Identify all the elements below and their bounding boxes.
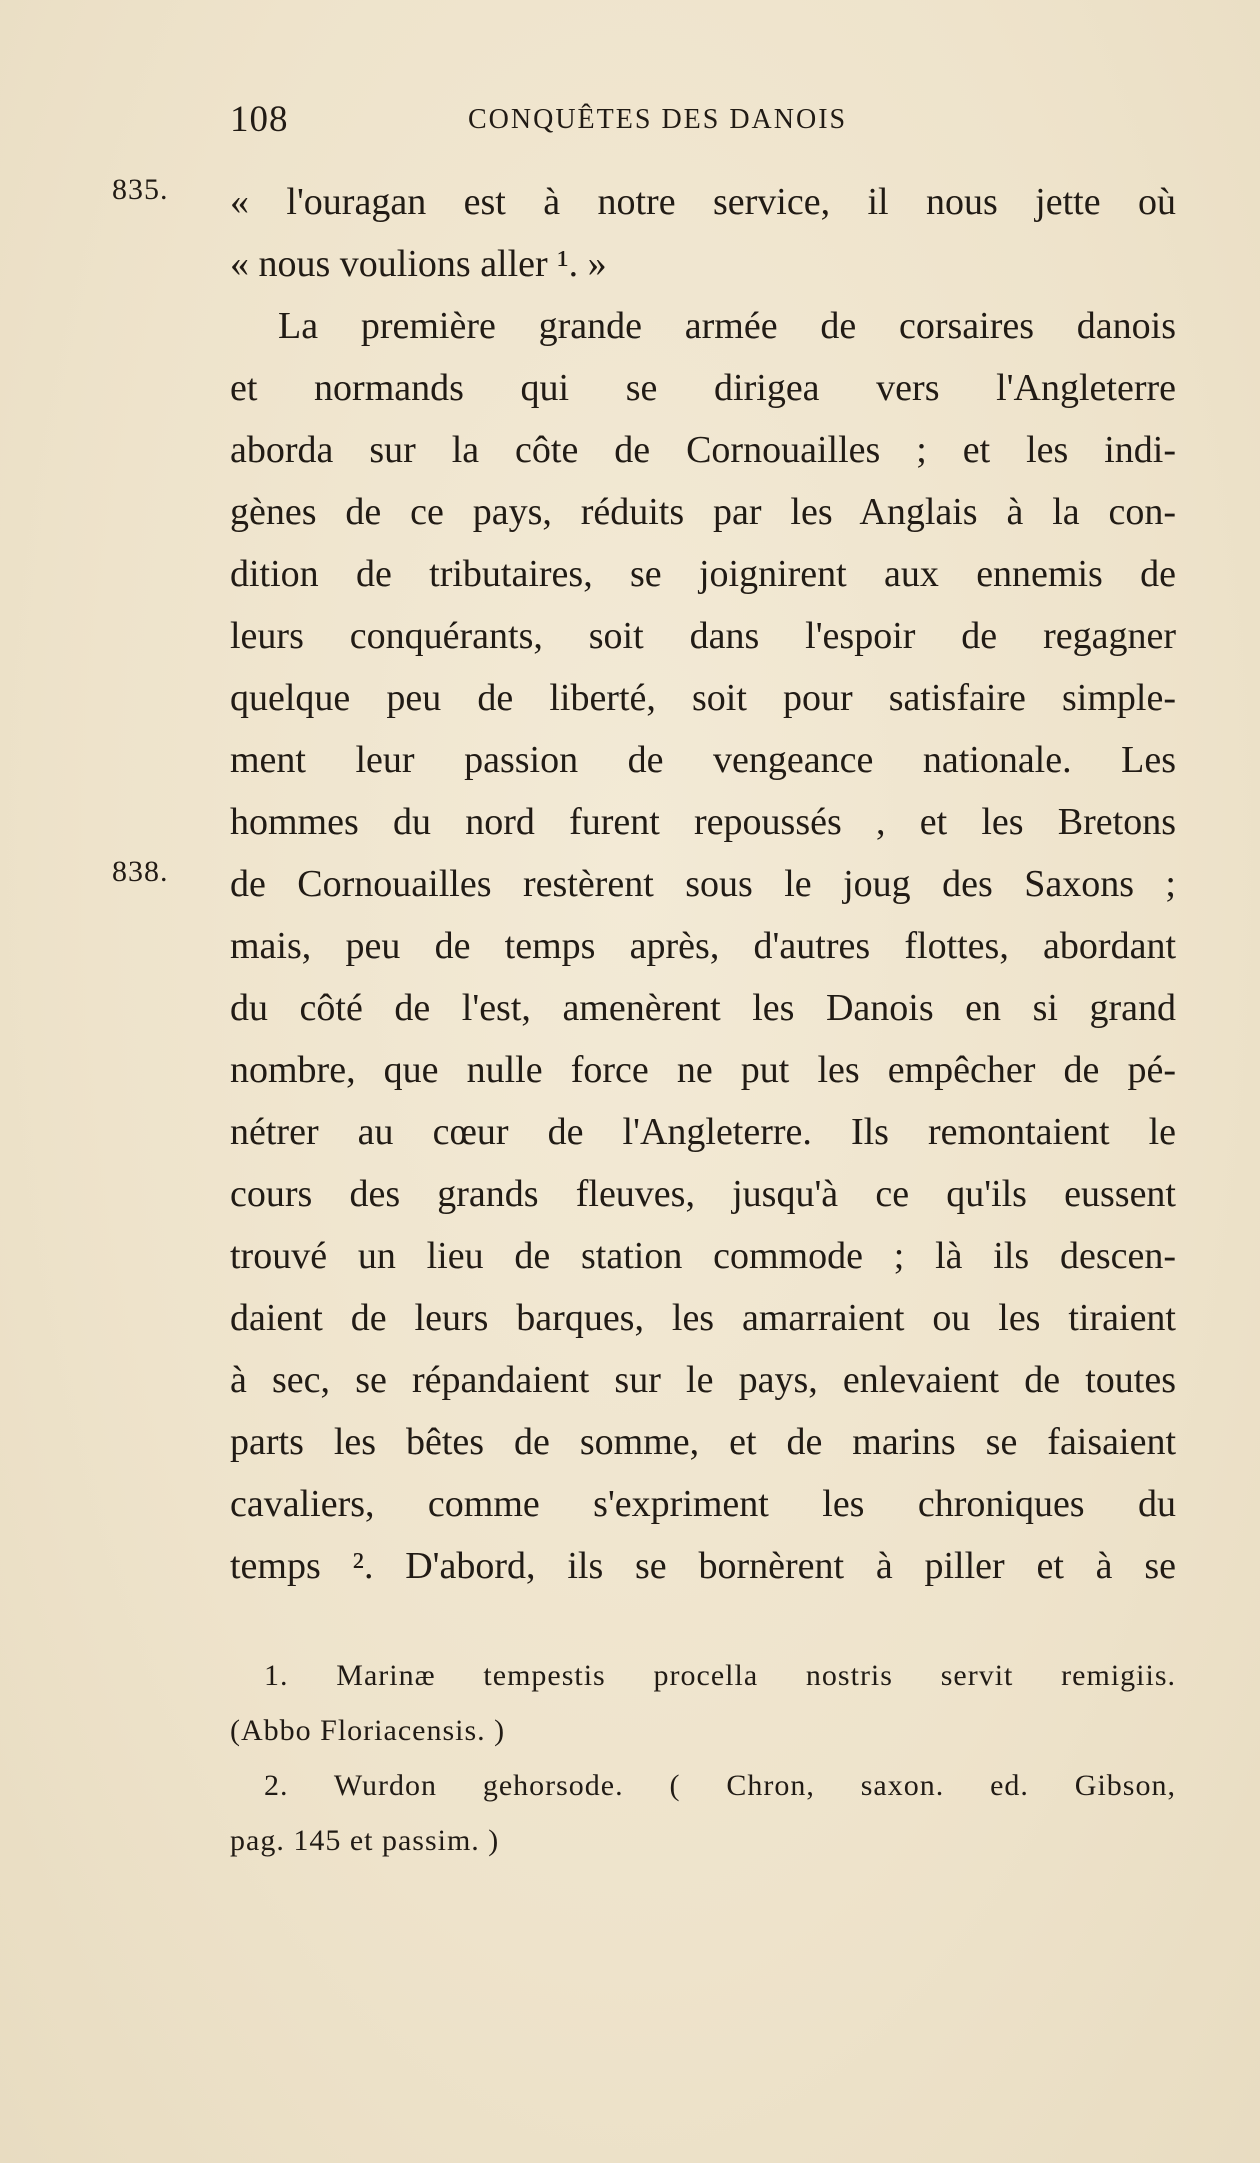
text-line: du côté de l'est, amenèrent les Danois en si grand xyxy=(230,987,1176,1029)
text-line: « l'ouragan est à notre service, il nous jette où xyxy=(230,181,1176,223)
text-line: mais, peu de temps après, d'autres flottes, abordant xyxy=(230,925,1176,967)
text-line: et normands qui se dirigea vers l'Angleterre xyxy=(230,367,1176,409)
text-line: aborda sur la côte de Cornouailles ; et les indi- xyxy=(230,429,1176,471)
text-line: ment leur passion de vengeance nationale. Les xyxy=(230,739,1176,781)
text-line: daient de leurs barques, les amarraient ou les tiraient xyxy=(230,1297,1176,1339)
page-header xyxy=(230,98,930,142)
footnote-line: (Abbo Floriacensis. ) xyxy=(230,1714,506,1747)
text-line: cavaliers, comme s'expriment les chroniques du xyxy=(230,1483,1176,1525)
text-line: cours des grands fleuves, jusqu'à ce qu'ils eussent xyxy=(230,1173,1176,1215)
text-line: quelque peu de liberté, soit pour satisfaire simple- xyxy=(230,677,1176,719)
body-text xyxy=(230,171,1176,1597)
text-line: hommes du nord furent repoussés , et les Bretons xyxy=(230,801,1176,843)
page-number: 108 xyxy=(230,99,289,140)
text-line: gènes de ce pays, réduits par les Anglais à la con- xyxy=(230,491,1176,533)
footnote-line: 1. Marinæ tempestis procella nostris servit remigiis. xyxy=(264,1659,1176,1692)
margin-year-838: 838. xyxy=(112,855,169,888)
text-line: parts les bêtes de somme, et de marins se faisaient xyxy=(230,1421,1176,1463)
footnotes xyxy=(230,1648,1176,1868)
text-line: nétrer au cœur de l'Angleterre. Ils remontaient le xyxy=(230,1111,1176,1153)
text-line: nombre, que nulle force ne put les empêcher de pé- xyxy=(230,1049,1176,1091)
text-line: dition de tributaires, se joignirent aux ennemis de xyxy=(230,553,1176,595)
running-title: CONQUÊTES DES DANOIS xyxy=(468,104,848,135)
margin-year-835: 835. xyxy=(112,173,169,206)
footnote-line: 2. Wurdon gehorsode. ( Chron, saxon. ed. Gibson, xyxy=(264,1769,1176,1802)
text-line: « nous voulions aller ¹. » xyxy=(230,243,607,285)
text-line: temps ². D'abord, ils se bornèrent à piller et à se xyxy=(230,1545,1176,1587)
footnote-line: pag. 145 et passim. ) xyxy=(230,1824,500,1857)
text-line: trouvé un lieu de station commode ; là ils descen- xyxy=(230,1235,1176,1277)
text-line: de Cornouailles restèrent sous le joug des Saxons ; xyxy=(230,863,1176,905)
text-line: La première grande armée de corsaires danois xyxy=(278,305,1176,347)
text-line: leurs conquérants, soit dans l'espoir de regagner xyxy=(230,615,1176,657)
text-line: à sec, se répandaient sur le pays, enlevaient de toutes xyxy=(230,1359,1176,1401)
